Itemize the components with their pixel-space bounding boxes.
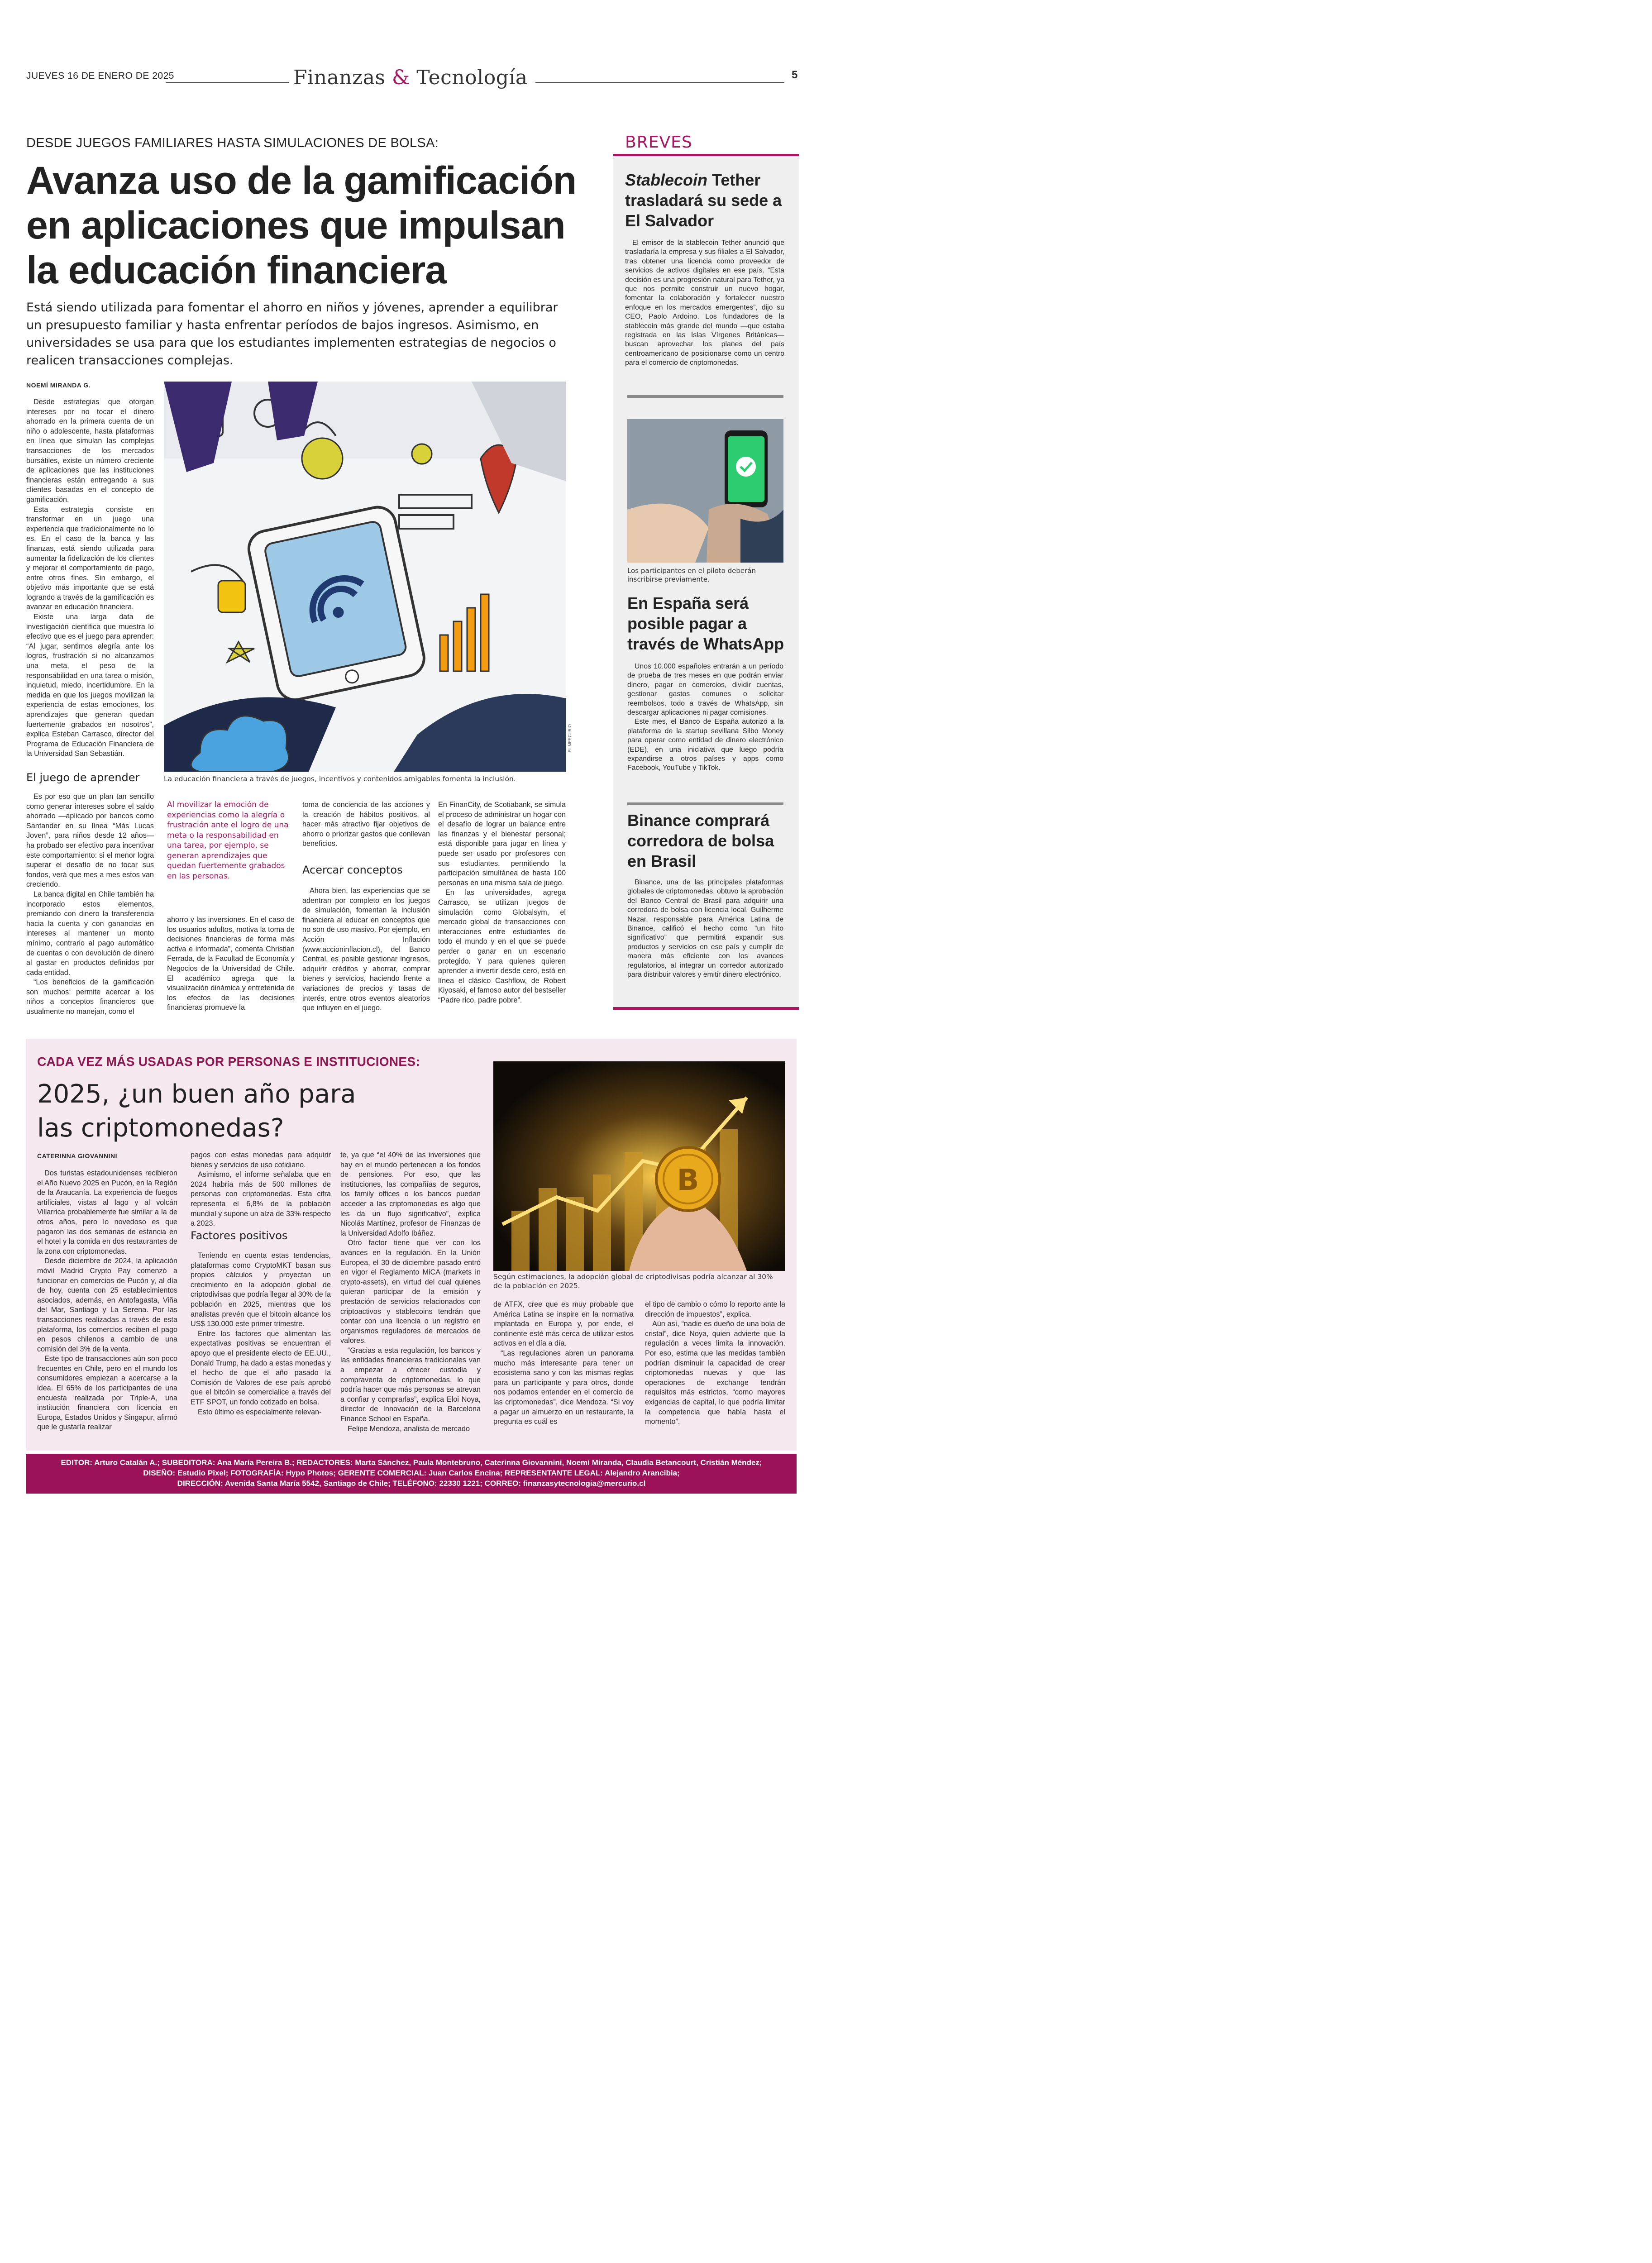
article-headline: Avanza uso de la gamificación en aplicaciones que impulsan la educación financiera: [26, 159, 577, 292]
paragraph: Este tipo de transacciones aún son poco frecuentes en Chile, pero en el mundo los consumidores empiezan a acercarse a la idea. El 65% de los participantes de una encuesta realizada por Triple-A, una institución financiera con licencia en Europa, Estados Unidos y Singapur, afirmó que le gustaría realizar: [37, 1355, 177, 1432]
paragraph: Teniendo en cuenta estas tendencias, plataformas como CryptoMKT basan sus propios cálculos y proyectan un crecimiento en la adopción global de criptodivisas que podría llegar al 30% de la población en 2025, mientras que los analistas prevén que el bitcoin alcance los US$ 130.000 este primer trimestre.: [191, 1251, 331, 1328]
crypto-column-2b: [191, 1251, 331, 1417]
article-dek: Está siendo utilizada para fomentar el ahorro en niños y jóvenes, aprender a equilibrar un presupuesto familiar y hasta enfrentar períodos de bajos ingresos. Asimismo, en universidades se usa para que los estudiantes implementen estrategias de negocios o realicen transacciones complejas.: [26, 301, 558, 368]
subhead-acercar: Acercar conceptos: [302, 864, 403, 876]
svg-text:B: B: [677, 1164, 699, 1197]
crypto-column-5: [645, 1300, 785, 1427]
whatsapp-photo: [627, 419, 783, 563]
paragraph: Ahora bien, las experiencias que se adentran por completo en los juegos de simulación, fomentan la inclusión financiera al educar en conceptos que no son de uso masivo. Por ejemplo, en Acción Inflación (www.accioninflacion.cl), del Banco Central, es posible gestionar ingresos, adquirir créditos y ahorrar, comprar bienes y servicios, haciendo frente a variaciones de precios y tasas de interés, entre otros eventos aleatorios que influyen en el juego.: [302, 887, 430, 1012]
article-byline: NOEMÍ MIRANDA G.: [26, 382, 91, 389]
article-column-1: [26, 397, 154, 759]
breves-label: BREVES: [625, 133, 692, 152]
crypto-column-4: [493, 1300, 634, 1427]
article-column-3b: [302, 886, 430, 1013]
footer-line: DISEÑO: Estudio Pixel; FOTOGRAFÍA: Hypo Photos; GERENTE COMERCIAL: Juan Carlos Encina; REPRESENTANTE LEGAL: Alejandro Arancibia;: [143, 1469, 680, 1477]
crypto-headline: [37, 1077, 356, 1145]
crypto-byline: CATERINNA GIOVANNINI: [37, 1152, 117, 1160]
subhead-juego: El juego de aprender: [26, 771, 140, 784]
brief-divider: [627, 802, 783, 805]
paragraph: Otro factor tiene que ver con los avances en la regulación. En la Unión Europea, el 30 de diciembre pasado entró en vigor el Reglamento MiCA (markets in crypto-assets), en virtud del cual quienes quieran participar de la emisión y prestación de servicios relacionados con criptoactivos y stablecoins tendrán que contar con una licencia o un registro en organismos reguladores de mercados de valores.: [340, 1239, 481, 1345]
headline-line: las criptomonedas?: [37, 1113, 284, 1143]
paragraph: toma de conciencia de las acciones y la creación de hábitos positivos, al hacer más atractivo fijar objetivos de ahorro o priorizar gastos que conllevan beneficios.: [302, 801, 430, 848]
paragraph: Este mes, el Banco de España autorizó a la plataforma de la startup sevillana Silbo Money para operar como entidad de dinero electrónico (EDE), en una iniciativa que luego podría expandirse a otros países y apps como Facebook, YouTube y TikTok.: [627, 718, 783, 772]
footer-line: DIRECCIÓN: Avenida Santa María 5542, Santiago de Chile; TELÉFONO: 22330 1221; CORREO: finanzasytecnologia@mercurio.cl: [177, 1479, 646, 1488]
paragraph: Entre los factores que alimentan las expectativas positivas se encuentran el apoyo que el presidente electo de EE.UU., Donald Trump, ha dado a estas monedas y el hecho de que el año pasado la Comisión de Valores de ese país aprobó que el bitcóin se comercialice a través del ETF SPOT, un fondo cotizado en bolsa.: [191, 1329, 331, 1406]
paragraph: Felipe Mendoza, analista de mercado: [348, 1424, 470, 1433]
article-column-3: [302, 800, 430, 849]
brief-binance-body: [627, 878, 783, 979]
crypto-column-1: [37, 1169, 177, 1432]
paragraph: Esta estrategia consiste en transformar en un juego una experiencia que tradicionalmente no lo es. En el caso de la banca y las finanzas, está siendo utilizada para aumentar la fidelización de los clientes y mejorar el comportamiento de pago, entre otros fines. Sin embargo, el objetivo más importante que se está logrando a través de la gamificación es avanzar en educación financiera.: [26, 505, 154, 611]
paragraph: En FinanCity, de Scotiabank, se simula el proceso de administrar un hogar con el desafío de lograr un balance entre las finanzas y el bienestar personal; está disponible para jugar en línea y puede ser usado por profesores con sus estudiantes, permitiendo la participación simultánea de hasta 100 personas en una misma sala de juego.: [438, 801, 566, 887]
paragraph: La banca digital en Chile también ha incorporado estos elementos, premiando con dinero la transferencia hacia la cuenta y con ganancias en intereses al mantener un monto mínimo, contrario al pago automático de cuentas o con devolución de dinero al gastar en productos definidos por cada entidad.: [26, 890, 154, 977]
paragraph: Aún así, “nadie es dueño de una bola de cristal”, dice Noya, quien advierte que la regulación a veces limita la innovación. Por eso, estima que las medidas también podrían disminuir la capacidad de crear criptomonedas nuevas y que las operaciones de exchange tendrán requisitos más estrictos, “como mayores exigencias de capital, lo que podría limitar la competencia que había hasta el momento”.: [645, 1320, 785, 1426]
paragraph: Desde diciembre de 2024, la aplicación móvil Madrid Crypto Pay comenzó a funcionar en comercios de Pucón y, al día de hoy, cuenta con 25 establecimientos asociados, además, en Antofagasta, Viña del Mar, Santiago y La Serena. Por las transacciones realizadas a través de esta plataforma, los comercios reciben el pago en pesos chilenos a cambio de una comisión del 3% de la venta.: [37, 1257, 177, 1353]
paragraph: Binance, una de las principales plataformas globales de criptomonedas, obtuvo la aprobación del Banco Central de Brasil para adquirir una corredora de bolsa con licencia local. Guilherme Nazar, responsable para América Latina de Binance, calificó el hecho como “un hito significativo” que permitirá expandir sus productos y servicios en ese país y cumplir de manera más eficiente con los avances regulatorios, al integrar un corredor autorizado para distribuir valores y emitir dinero electrónico.: [627, 878, 783, 979]
article-column-4: [438, 800, 566, 1005]
footer-line: EDITOR: Arturo Catalán A.; SUBEDITORA: Ana María Pereira B.; REDACTORES: Marta Sánchez, Paula Montebruno, Caterinna Giovannini, Noemí Miranda, Claudia Betancourt, Cristián Méndez;: [61, 1458, 762, 1467]
paragraph: de ATFX, cree que es muy probable que América Latina se inspire en la normativa implantada en Europa y, por ende, el continente esté más cerca de utilizar estos activos en el día a día.: [493, 1300, 634, 1348]
image-caption: La educación financiera a través de juegos, incentivos y contenidos amigables fomenta la inclusión.: [164, 775, 516, 783]
paragraph: Es por eso que un plan tan sencillo como generar intereses sobre el saldo ahorrado —aplicado por bancos como Santander en su línea “Más Lucas Joven”, para niños desde 12 años— ha probado ser efectivo para incentivar este comportamiento: si el menor logra superar el desafío de no tocar sus fondos, verá que mes a mes estos van creciendo.: [26, 793, 154, 889]
paragraph: Dos turistas estadounidenses recibieron el Año Nuevo 2025 en Pucón, en la Región de la Araucanía. La experiencia de fuegos artificiales, vistas al lago y al volcán Villarrica probablemente fue similar a la de otros años, pero lo novedoso es que pagaron las dos semanas de estancia en el hotel y la comida en dos restaurantes de la zona con criptomonedas.: [37, 1169, 177, 1256]
brief-binance-headline: Binance comprará corredora de bolsa en Brasil: [627, 811, 774, 870]
edition-date: JUEVES 16 DE ENERO DE 2025: [26, 71, 174, 81]
paragraph: Desde estrategias que otorgan intereses por no tocar el dinero ahorrado en la primera cuenta de un niño o adolescente, hasta plataformas en línea que simulan las complejas transacciones de los mercados bursátiles, existe un número creciente de aplicaciones que las instituciones financieras están entregando a sus clientes basadas en el concepto de gamificación.: [26, 398, 154, 504]
paragraph: ahorro y las inversiones. En el caso de los usuarios adultos, motiva la toma de decisiones financieras de forma más activa e informada”, comenta Christian Ferrada, de la Facultad de Economía y Negocios de la Universidad de Chile. El académico agrega que la visualización dinámica y entretenida de los efectos de las decisiones financieras promueve la: [167, 916, 295, 1012]
paragraph: “Los beneficios de la gamificación son muchos: permite acercar a los niños a conceptos financieros que usualmente no manejan, como el: [26, 978, 154, 1016]
brief-tether-body: [625, 239, 784, 368]
crypto-column-3: [340, 1151, 481, 1434]
paragraph: “Gracias a esta regulación, los bancos y las entidades financieras tradicionales van a empezar a ofrecer custodia y compraventa de criptomonedas, lo que podría hacer que más personas se atrevan a confiar y comprarlas”, explica Eloi Noya, director de Innovación de la Barcelona Finance School en España.: [340, 1346, 481, 1423]
header-rule-right: [535, 82, 784, 83]
article-column-2: [167, 915, 295, 1013]
crypto-kicker: CADA VEZ MÁS USADAS POR PERSONAS E INSTITUCIONES:: [37, 1055, 420, 1069]
pull-quote: Al movilizar la emoción de experiencias como la alegría o frustración ante el logro de una meta o la responsabilidad en una tarea, por ejemplo, se generan aprendizajes que quedan fuertemente grabados en las personas.: [167, 800, 289, 881]
paragraph: En las universidades, agrega Carrasco, se utilizan juegos de simulación como Globalsym, el mercado global de transacciones con interacciones entre estudiantes de todo el mundo y en el que se puede perder o ganar en un escenario protegido. Y para quienes quieren aprender a invertir desde cero, está en línea el clásico Cashflow, de Robert Kiyosaki, el famoso autor del bestseller “Padre rico, padre pobre”.: [438, 888, 566, 1004]
photo-caption: Los participantes en el piloto deberán inscribirse previamente.: [627, 567, 756, 583]
paragraph: Esto último es especialmente relevan-: [198, 1408, 322, 1416]
article-column-1b: [26, 792, 154, 1017]
subhead-factores: Factores positivos: [191, 1229, 288, 1242]
header-rule-left: [166, 82, 289, 83]
paragraph: pagos con estas monedas para adquirir bienes y servicios de uso cotidiano.: [191, 1151, 331, 1169]
image-credit: EL MERCURIO: [568, 724, 572, 753]
page-number: 5: [792, 69, 798, 81]
brief-tether-headline: Stablecoin Tether trasladará su sede a El Salvador: [625, 171, 782, 230]
paragraph: Asimismo, el informe señalaba que en 2024 habría más de 500 millones de personas con criptomonedas. Esta cifra representa el 6,8% de la población mundial y supone un alza de 33% respecto a 2023.: [191, 1170, 331, 1228]
crypto-image-caption: Según estimaciones, la adopción global de criptodivisas podría alcanzar al 30% de la población en 2025.: [493, 1273, 773, 1290]
paragraph: te, ya que “el 40% de las inversiones que hay en el mundo pertenecen a los fondos de pensiones. Por eso, que las instituciones, las compañías de seguros, los family offices o los bancos puedan acceder a las criptomonedas es algo que les da un flujo significativo”, explica Nicolás Martínez, profesor de Finanzas de la Universidad Adolfo Ibáñez.: [340, 1151, 481, 1237]
brief-divider: [627, 395, 783, 398]
article-kicker: DESDE JUEGOS FAMILIARES HASTA SIMULACIONES DE BOLSA:: [26, 136, 439, 150]
headline-line: 2025, ¿un buen año para: [37, 1079, 356, 1109]
brief-whatsapp-body: [627, 662, 783, 773]
paragraph: el tipo de cambio o cómo lo reporto ante la dirección de impuestos”, explica.: [645, 1300, 785, 1318]
gamification-illustration: [164, 382, 566, 772]
paragraph: Existe una larga data de investigación científica que muestra lo efectivo que es el juego para aprender: “Al jugar, sentimos alegría ante los logros, frustración si no alcanzamos una meta, el peso de la responsabilidad en una tarea o misión, inquietud, miedo, incertidumbre. En la medida en que los juegos movilizan la experiencia de estas emociones, los aprendizajes que generan quedan fuertemente grabados en nosotros”, explica Esteban Carrasco, director del Programa de Educación Financiera de la Universidad San Sebastián.: [26, 613, 154, 758]
paragraph: Unos 10.000 españoles entrarán a un período de prueba de tres meses en que podrán enviar dinero, pagar en comercios, dividir cuentas, gestionar gastos comunes o solicitar reembolsos, todo a través de WhatsApp, sin descargar aplicaciones ni pagar comisiones.: [627, 663, 783, 717]
paragraph: El emisor de la stablecoin Tether anunció que trasladaría la empresa y sus filiales a El Salvador, tras obtener una licencia como proveedor de servicios de activos digitales en ese país. “Esta decisión es una progresión natural para Tether, ya que nos permite construir un nuevo hogar, fomentar la colaboración y fortalecer nuestro enfoque en los mercados emergentes”, dijo su CEO, Paolo Ardoino. Los fundadores de la stablecoin más grande del mundo —que estaba registrada en las Islas Vírgenes Británicas— buscan aprovechar los planes del país centroamericano de posicionarse como un centro para el comercio de criptomonedas.: [625, 239, 784, 367]
bitcoin-photo: [493, 1061, 785, 1271]
paragraph: “Las regulaciones abren un panorama mucho más interesante para tener un ecosistema sano y con las mismas reglas para un participante y para otros, donde nos podamos entender en el comercio de las criptomonedas”, dice Mendoza. “Si voy a pagar un almuerzo en un restaurante, la pregunta es cuál es: [493, 1349, 634, 1426]
crypto-column-2: [191, 1151, 331, 1229]
section-title: Finanzas & Tecnología: [293, 66, 528, 89]
brief-whatsapp-headline: En España será posible pagar a través de WhatsApp: [627, 594, 784, 653]
staff-credits-footer: [26, 1454, 797, 1494]
